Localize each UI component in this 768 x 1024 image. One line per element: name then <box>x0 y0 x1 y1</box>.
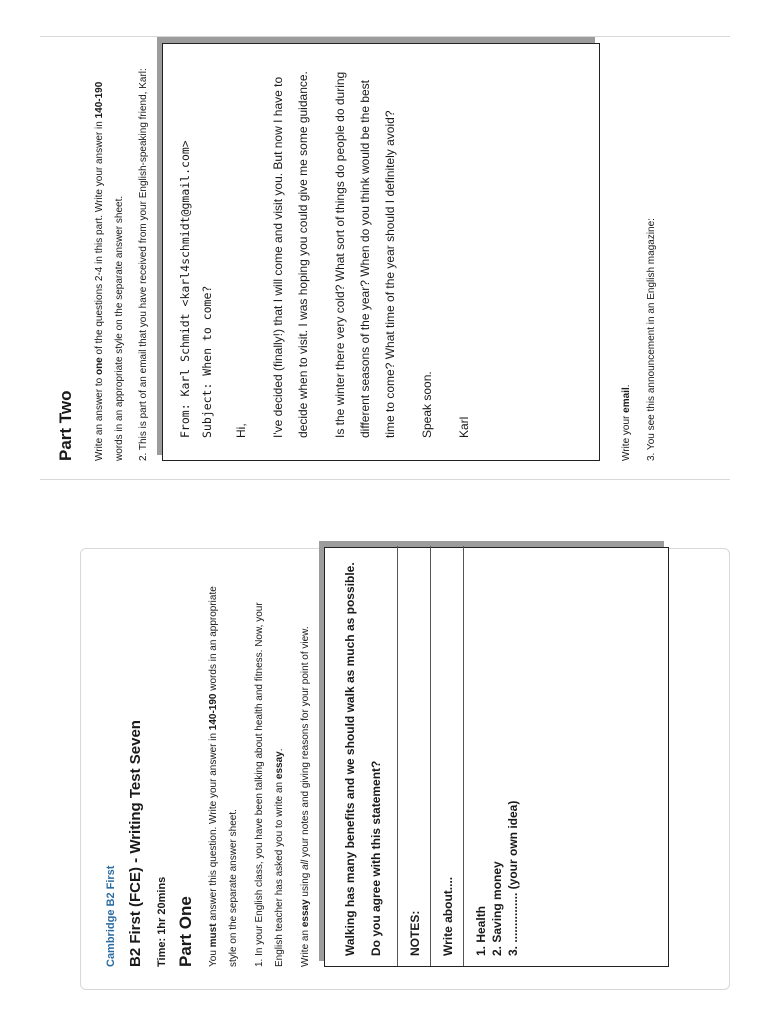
time-allowed: Time: 1hr 20mins <box>156 876 168 967</box>
document-title: B2 First (FCE) - Writing Test Seven <box>127 720 144 967</box>
essay-prompt: Walking has many benefits and we should walk as much as possible. Do you agree with this statement? <box>343 562 383 956</box>
email-signature: Karl <box>457 416 471 438</box>
email-content-box <box>162 43 600 461</box>
email-from: From: Karl Schmidt <karl4schmidt@gmail.com> <box>178 140 192 438</box>
part-two-instruction: Write an answer to one of the questions 2-4 in this part. Write your answer in 140-190 words in an appropriate style on the separate answer sheet. <box>94 81 125 461</box>
question-three-text: 3. You see this announcement in an English magazine: <box>646 218 657 461</box>
email-paragraph: Is the winter there very cold? What sort of things do people do during different seasons of the year? When do you think would be the best time to come? What time of the year should I definitely avoid? <box>333 71 397 438</box>
part-two-heading: Part Two <box>56 390 75 461</box>
part-one-instruction: You must answer this question. Write your answer in 140-190 words in an appropriate style on the separate answer sheet. <box>208 586 239 967</box>
divider <box>463 546 464 966</box>
essay-prompt-box <box>324 547 669 967</box>
email-signoff: Speak soon. <box>420 371 434 438</box>
note-item: 3. ............... (your own idea) <box>506 800 520 956</box>
notes-label: NOTES: <box>408 910 422 956</box>
page-part-two-content <box>40 37 730 481</box>
divider <box>397 546 398 966</box>
email-subject: Subject: When to come? <box>200 285 214 438</box>
divider <box>430 546 431 966</box>
write-email-instruction: Write your email. <box>621 384 632 461</box>
question-two-text: 2. This is part of an email that you have received from your English-speaking friend, Karl: <box>138 68 149 461</box>
question-one-text: 1. In your English class, you have been talking about health and fitness. Now, your English teacher has asked you to write an essay. <box>254 602 285 967</box>
email-paragraph: I've decided (finally!) that I will come and visit you. But now I have to decide when to visit. I was hoping you could give me some guidance. <box>271 71 310 438</box>
page-part-one-content <box>81 549 731 991</box>
email-box <box>162 57 600 461</box>
note-item: 2. Saving money <box>490 861 504 956</box>
write-about-label: Write about.... <box>441 876 455 956</box>
email-greeting: Hi, <box>234 423 248 438</box>
essay-task-box <box>324 562 669 967</box>
brand-label: Cambridge B2 First <box>105 865 117 967</box>
essay-instruction: Write an essay using all your notes and giving reasons for your point of view. <box>300 626 311 967</box>
note-item: 1. Health <box>474 905 488 956</box>
page-part-two <box>40 36 730 480</box>
part-one-heading: Part One <box>176 896 195 967</box>
page-part-one <box>80 548 730 990</box>
